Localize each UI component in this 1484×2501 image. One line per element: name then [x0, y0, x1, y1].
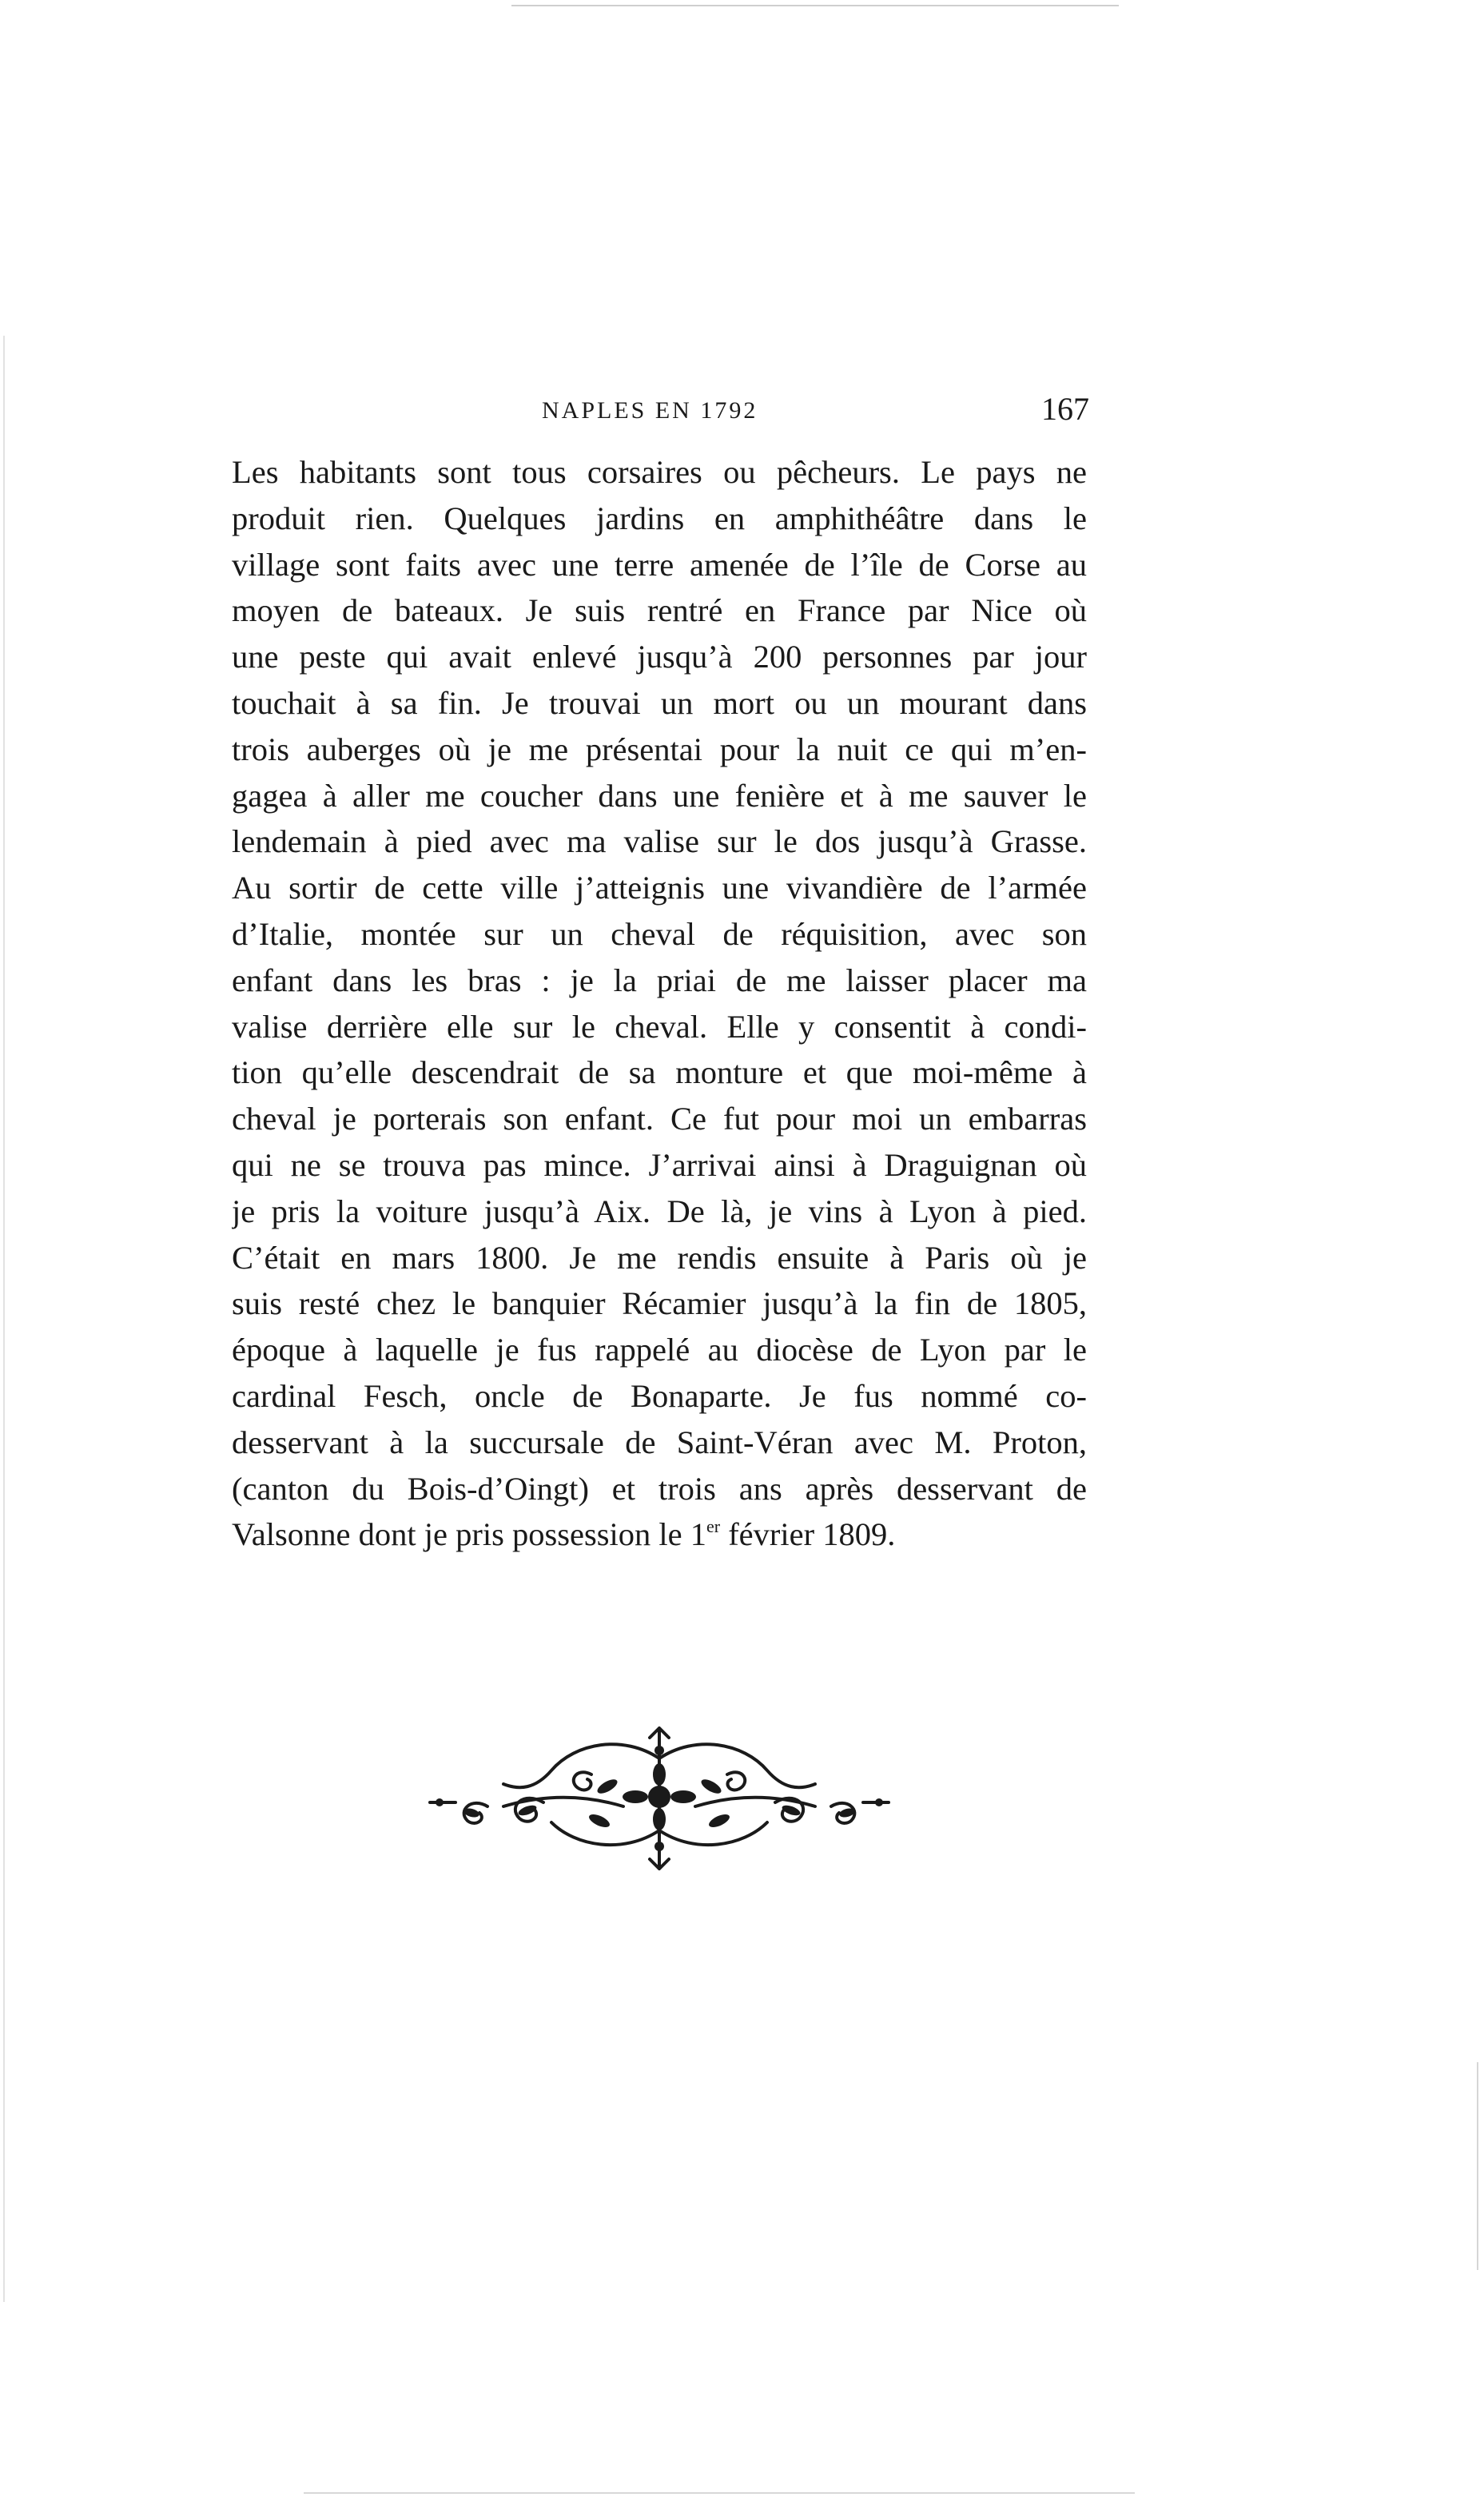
text-line: Les habitants sont tous corsaires ou pêcheurs. Le pays ne	[232, 454, 1087, 490]
text-line-last	[232, 1511, 1087, 1558]
text-line: cheval je porterais son enfant. Ce fut pour moi un embarras	[232, 1101, 1087, 1137]
page-number: 167	[1041, 391, 1089, 427]
text-line: touchait à sa fin. Je trouvai un mort ou un mourant dans	[232, 684, 1087, 721]
text-line: produit rien. Quelques jardins en amphithéâtre dans le	[232, 500, 1087, 536]
last-line-end: février 1809.	[720, 1516, 896, 1553]
text-line: trois auberges où je me présentai pour la nuit ce qui m’en-	[232, 731, 1087, 767]
text-line: desservant à la succursale de Saint-Véran avec M. Proton,	[232, 1424, 1087, 1460]
text-line: village sont faits avec une terre amenée de l’île de Corse au	[232, 546, 1087, 583]
text-line: enfant dans les bras : je la priai de me laisser placer ma	[232, 962, 1087, 998]
text-line: C’était en mars 1800. Je me rendis ensuite à Paris où je	[232, 1239, 1087, 1276]
scan-edge-top	[511, 5, 1119, 6]
text-line: lendemain à pied avec ma valise sur le dos jusqu’à Grasse.	[232, 823, 1087, 860]
text-line: époque à laquelle je fus rappelé au diocèse de Lyon par le	[232, 1332, 1087, 1368]
text-line: cardinal Fesch, oncle de Bonaparte. Je fus nommé co-	[232, 1377, 1087, 1414]
scan-edge-left	[3, 336, 5, 2302]
text-line: d’Italie, montée sur un cheval de réquisition, avec son	[232, 915, 1087, 952]
text-line: (canton du Bois-d’Oingt) et trois ans après desservant de	[232, 1470, 1087, 1507]
floral-ornament-icon	[424, 1726, 895, 1870]
text-line: suis resté chez le banquier Récamier jusqu’à la fin de 1805,	[232, 1285, 1087, 1322]
body-text	[232, 449, 1087, 1558]
last-line-start: Valsonne dont je pris possession le 1	[232, 1516, 706, 1553]
text-line: moyen de bateaux. Je suis rentré en France par Nice où	[232, 592, 1087, 629]
text-line: tion qu’elle descendrait de sa monture et que moi-même à	[232, 1054, 1087, 1091]
text-line: qui ne se trouva pas mince. J’arrivai ainsi à Draguignan où	[232, 1146, 1087, 1183]
running-head	[230, 390, 1089, 435]
text-line: une peste qui avait enlevé jusqu’à 200 personnes par jour	[232, 639, 1087, 675]
ordinal-superscript: er	[706, 1516, 721, 1537]
scan-edge-bottom	[304, 2492, 1135, 2494]
text-line: Au sortir de cette ville j’atteignis une vivandière de l’armée	[232, 870, 1087, 906]
text-line: je pris la voiture jusqu’à Aix. De là, je vins à Lyon à pied.	[232, 1193, 1087, 1229]
scan-edge-right	[1477, 2062, 1478, 2270]
text-line: valise derrière elle sur le cheval. Elle y consentit à condi-	[232, 1008, 1087, 1045]
text-line: gagea à aller me coucher dans une fenière et à me sauver le	[232, 777, 1087, 814]
running-head-title: NAPLES EN 1792	[542, 397, 758, 424]
